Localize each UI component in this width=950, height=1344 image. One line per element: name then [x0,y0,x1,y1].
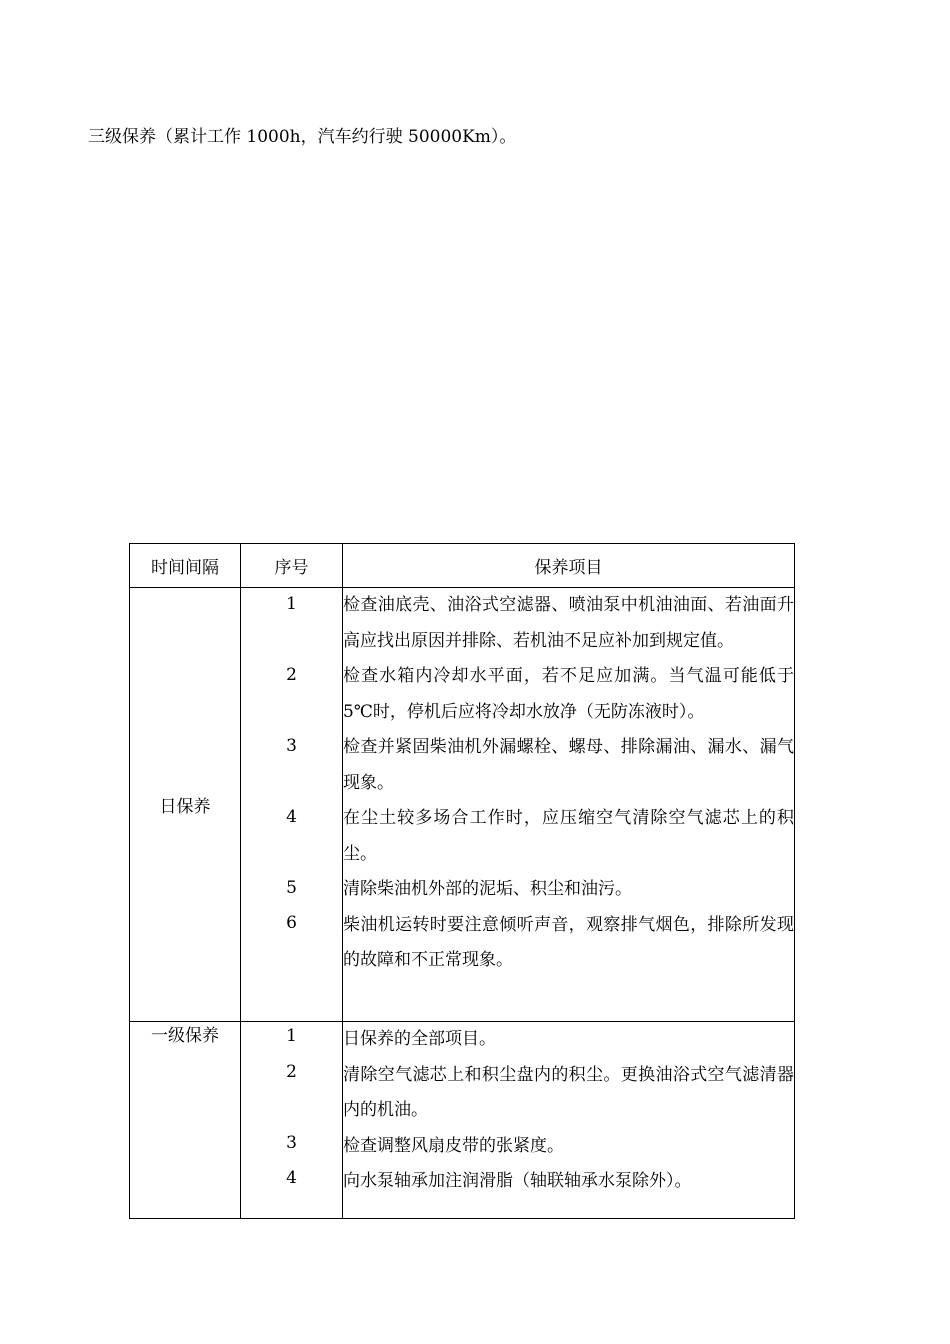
item-number: 2 [286,1061,297,1082]
number-cell [241,1022,343,1219]
maintenance-item: 检查水箱内冷却水平面，若不足应加满。当气温可能低于 5℃时，停机后应将冷却水放净（无防冻液时）。 [343,666,794,722]
section-heading: 三级保养（累计工作 1000h，汽车约行驶 50000Km）。 [88,127,517,147]
maintenance-item: 柴油机运转时要注意倾听声音，观察排气烟色，排除所发现的故障和不正常现象。 [343,914,794,970]
item-number: 5 [286,878,297,898]
header-interval: 时间间隔 [130,544,241,588]
interval-cell: 一级保养 [130,1022,241,1219]
table-row-daily [130,588,795,1022]
maintenance-item: 在尘土较多场合工作时，应压缩空气清除空气滤芯上的积尘。 [343,808,794,864]
item-cell [343,1022,795,1219]
item-number: 4 [286,807,297,827]
interval-cell: 日保养 [130,588,241,1022]
item-number: 3 [286,1132,297,1153]
header-number: 序号 [241,544,343,588]
table-header-row [130,544,795,588]
maintenance-item: 清除空气滤芯上和积尘盘内的积尘。更换油浴式空气滤清器内的机油。 [343,1064,794,1120]
item-number: 1 [286,1026,297,1046]
maintenance-item: 日保养的全部项目。 [343,1029,496,1049]
item-number: 2 [286,665,297,685]
item-number: 1 [286,594,297,614]
maintenance-table [129,543,795,1219]
maintenance-item: 检查调整风扇皮带的张紧度。 [343,1135,564,1156]
maintenance-item: 检查并紧固柴油机外漏螺栓、螺母、排除漏油、漏水、漏气现象。 [343,737,794,793]
number-cell [241,588,343,1022]
header-item: 保养项目 [343,544,795,588]
item-number: 6 [286,913,297,933]
maintenance-item: 向水泵轴承加注润滑脂（轴联轴承水泵除外）。 [343,1171,692,1191]
maintenance-item: 清除柴油机外部的泥垢、积尘和油污。 [343,879,632,899]
maintenance-item: 检查油底壳、油浴式空滤器、喷油泵中机油油面、若油面升高应找出原因并排除、若机油不足应补加到规定值。 [343,595,794,651]
item-number: 3 [286,736,297,756]
item-cell [343,588,795,1022]
item-number: 4 [286,1168,297,1188]
table-row-level-one [130,1022,795,1219]
